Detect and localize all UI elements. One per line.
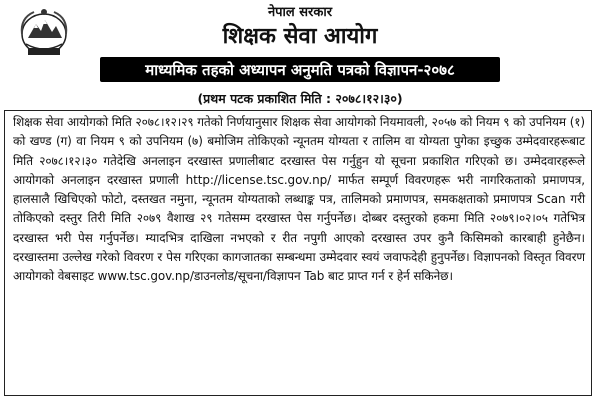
notice-body-text: शिक्षक सेवा आयोगको मिति २०७८।१२।२९ गतेको निर्णयानुसार शिक्षक सेवा आयोगको नियमावली, २०५७ को नियम ९ को उपनियम (१) को खण्ड (ग) वा नियम ९ को उपनियम (७) बमोजिम तोकिएको न्यूनतम योग्यता र तालिम वा योग्यता पुगेका इच्छुक उम्मेदवारहरूबाट मिति २०७८।१२।३० गतेदेखि अनलाइन दरखास्त प्रणालीबाट दरखास्त पेस गर्नुहुन यो सूचना प्रकाशित गरिएको छ। उम्मेदवारहरूले आयोगको अनलाइन दरखास्त प्रणाली http://license.tsc.gov.np/ मार्फत सम्पूर्ण विवरणहरू भरी नागरिकताको प्रमाणपत्र, हालसालै खिचिएको फोटो, दस्तखत नमुना, न्यूनतम योग्यताको लब्धाङ्क पत्र, तालिमको प्रमाणपत्र, समकक्षताको प्रमाणपत्र Scan गरी तोकिएको दस्तुर तिरी मिति २०७९ वैशाख २९ गतेसम्म दरखास्त पेस गर्नुपर्नेछ। दोब्बर दस्तुरको हकमा मिति २०७९।०२।०५ गतेभित्र दरखास्त भरी पेस गर्नुपर्नेछ। म्यादभित्र दाखिला नभएको र रीत नपुगी आएको दरखास्त उपर कुनै किसिमको कारबाही हुनेछैन। दरखास्तमा उल्लेख गरेको विवरण र पेस गरिएका कागजातका सम्बन्धमा उम्मेदवार स्वयं जवाफदेही हुनुपर्नेछ। विज्ञापनको विस्तृत विवरण आयोगको वेबसाइट www.tsc.gov.np/डाउनलोड/सूचना/विज्ञापन Tab बाट प्राप्त गर्न र हेर्न सकिनेछ। [13, 115, 585, 284]
notice-body-box [4, 110, 592, 396]
publication-date: (प्रथम पटक प्रकाशित मिति : २०७८।१२।३०) [197, 91, 403, 106]
notice-title-banner: माध्यमिक तहको अध्यापन अनुमति पत्रको विज्ञापन-२०७८ [100, 57, 500, 82]
government-heading: नेपाल सरकार [267, 5, 333, 20]
organization-title: शिक्षक सेवा आयोग [222, 24, 378, 49]
